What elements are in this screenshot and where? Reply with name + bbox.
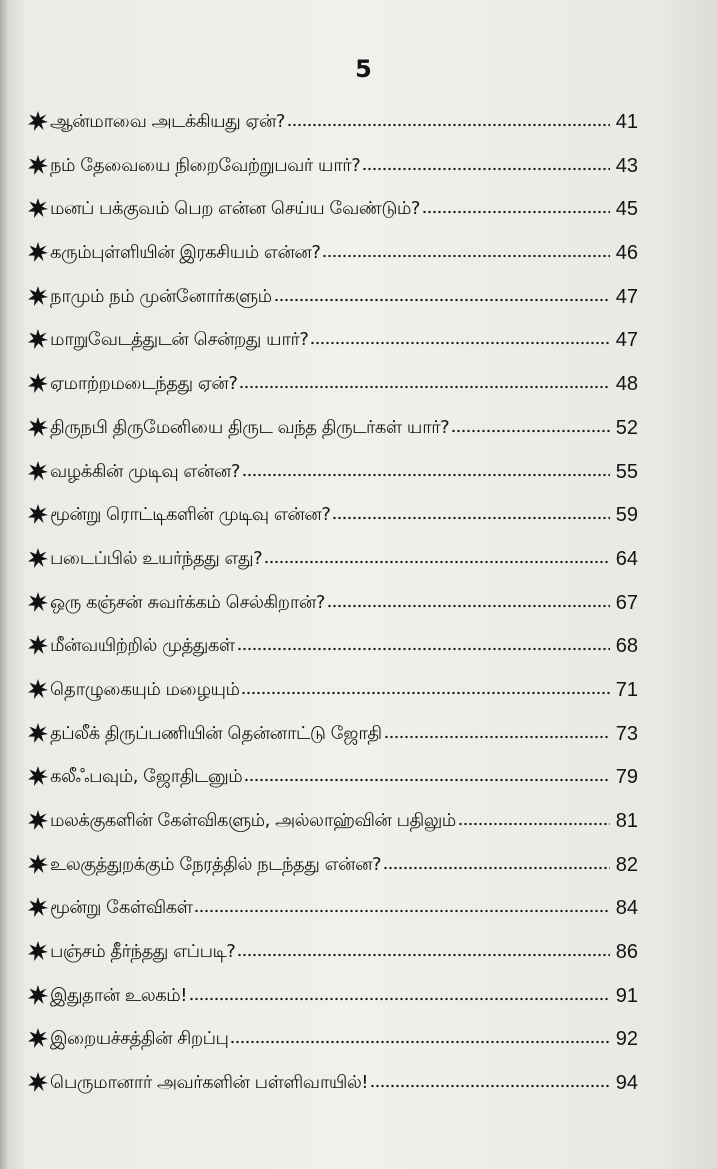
toc-entry [28, 1056, 638, 1096]
dot-leader [239, 384, 610, 390]
toc-entry-page: 52 [615, 416, 638, 439]
star-burst-icon [28, 373, 48, 393]
star-burst-icon [28, 854, 48, 874]
dot-leader [322, 253, 610, 259]
toc-entry-title: மூன்று ரொட்டிகளின் முடிவு என்ன? [50, 504, 331, 526]
star-burst-icon [28, 242, 48, 262]
toc-entry-title: இறையச்சத்தின் சிறப்பு [50, 1028, 229, 1050]
dot-leader [189, 996, 610, 1002]
star-burst-icon [28, 810, 48, 830]
dot-leader [451, 428, 610, 434]
toc-entry-title: பெருமானார் அவர்களின் பள்ளிவாயில்! [50, 1072, 368, 1094]
toc-entry [28, 881, 638, 921]
toc-entry-title: மனப் பக்குவம் பெற என்ன செய்ய வேண்டும்? [50, 198, 420, 220]
star-burst-icon [28, 286, 48, 306]
toc-entry-page: 67 [615, 591, 638, 614]
dot-leader [237, 646, 610, 652]
toc-entry-page: 46 [615, 242, 638, 265]
star-burst-icon [28, 155, 48, 175]
toc-entry [28, 357, 638, 397]
toc-entry-title: வழக்கின் முடிவு என்ன? [50, 460, 240, 482]
toc-entry-page: 91 [615, 984, 638, 1007]
toc-entry-page: 68 [615, 635, 638, 658]
toc-entry-page: 92 [615, 1028, 638, 1051]
dot-leader [274, 297, 610, 303]
toc-entry-page: 47 [615, 285, 638, 308]
star-burst-icon [28, 985, 48, 1005]
toc-entry [28, 532, 638, 572]
dot-leader [362, 166, 610, 172]
star-burst-icon [28, 111, 48, 131]
toc-entry-title: திருநபி திருமேனியை திருட வந்த திருடர்கள் யார்? [50, 416, 450, 438]
star-burst-icon [28, 461, 48, 481]
toc-entry [28, 445, 638, 485]
toc-entry-title: ஏமாற்றமடைந்தது ஏன்? [50, 373, 238, 395]
toc-entry [28, 619, 638, 659]
dot-leader [230, 1039, 610, 1045]
toc-entry-title: கரும்புள்ளியின் இரகசியம் என்ன? [50, 242, 321, 264]
toc-entry [28, 182, 638, 222]
toc-entry [28, 401, 638, 441]
toc-entry [28, 95, 638, 135]
star-burst-icon [28, 635, 48, 655]
dot-leader [310, 340, 610, 346]
toc-entry [28, 663, 638, 703]
dot-leader [287, 122, 610, 128]
toc-entry-title: பஞ்சம் தீர்ந்தது எப்படி? [50, 941, 236, 963]
toc-entry [28, 226, 638, 266]
toc-entry [28, 488, 638, 528]
toc-entry [28, 139, 638, 179]
star-burst-icon [28, 548, 48, 568]
toc-entry [28, 576, 638, 616]
toc-entry-title: ஒரு கஞ்சன் சுவர்க்கம் செல்கிறான்? [50, 591, 325, 613]
toc-entry-page: 94 [615, 1072, 638, 1095]
toc-entry [28, 750, 638, 790]
toc-entry-title: ஆன்மாவை அடக்கியது ஏன்? [50, 111, 285, 132]
star-burst-icon [28, 1072, 48, 1092]
toc-entry-page: 59 [615, 504, 638, 527]
star-burst-icon [28, 504, 48, 524]
toc-entry-title: மீன்வயிற்றில் முத்துகள் [50, 635, 235, 657]
table-of-contents [28, 95, 638, 1100]
toc-entry-page: 48 [615, 373, 638, 396]
toc-entry-page: 55 [615, 460, 638, 483]
dot-leader [422, 209, 610, 215]
toc-entry [28, 838, 638, 878]
toc-entry [28, 794, 638, 834]
star-burst-icon [28, 592, 48, 612]
toc-entry-page: 79 [615, 766, 638, 789]
toc-entry-page: 64 [615, 547, 638, 570]
dot-leader [384, 734, 610, 740]
toc-entry-page: 47 [615, 329, 638, 352]
dot-leader [194, 908, 610, 914]
toc-entry-page: 45 [615, 198, 638, 221]
toc-entry-page: 73 [615, 722, 638, 745]
toc-entry-page: 81 [615, 810, 638, 832]
star-burst-icon [28, 198, 48, 218]
toc-entry [28, 270, 638, 310]
toc-entry-title: மூன்று கேள்விகள் [50, 897, 193, 919]
toc-entry-page: 41 [615, 111, 638, 133]
dot-leader [264, 559, 610, 565]
star-burst-icon [28, 329, 48, 349]
toc-entry-page: 43 [615, 154, 638, 177]
star-burst-icon [28, 766, 48, 786]
star-burst-icon [28, 417, 48, 437]
star-burst-icon [28, 679, 48, 699]
dot-leader [327, 603, 610, 609]
star-burst-icon [28, 1028, 48, 1048]
toc-entry-title: தொழுகையும் மழையும் [50, 678, 240, 700]
dot-leader [458, 821, 610, 827]
toc-entry-page: 82 [615, 853, 638, 876]
star-burst-icon [28, 941, 48, 961]
toc-entry-page: 86 [615, 941, 638, 964]
star-burst-icon [28, 723, 48, 743]
toc-entry-title: படைப்பில் உயர்ந்தது எது? [50, 547, 263, 569]
dot-leader [370, 1083, 610, 1089]
toc-entry-title: தப்லீக் திருப்பணியின் தென்னாட்டு ஜோதி [50, 722, 382, 744]
dot-leader [241, 690, 610, 696]
toc-entry [28, 707, 638, 747]
dot-leader [332, 515, 610, 521]
toc-entry-page: 71 [615, 678, 638, 701]
toc-entry-title: நாமும் நம் முன்னோர்களும் [50, 285, 272, 307]
toc-entry-title: மலக்குகளின் கேள்விகளும், அல்லாஹ்வின் பதிலும் [50, 810, 456, 831]
dot-leader [242, 472, 610, 478]
dot-leader [237, 952, 610, 958]
page-number: 5 [355, 55, 372, 83]
toc-entry [28, 313, 638, 353]
toc-entry-title: நம் தேவையை நிறைவேற்றுபவர் யார்? [50, 154, 361, 176]
toc-entry [28, 1012, 638, 1052]
toc-entry [28, 925, 638, 965]
toc-entry-title: உலகுத்துறக்கும் நேரத்தில் நடந்தது என்ன? [50, 853, 382, 875]
toc-entry [28, 969, 638, 1009]
toc-entry-title: மாறுவேடத்துடன் சென்றது யார்? [50, 329, 309, 351]
dot-leader [244, 777, 610, 783]
dot-leader [383, 865, 610, 871]
toc-entry-title: கலீஃபவும், ஜோதிடனும் [50, 766, 243, 788]
toc-entry-title: இதுதான் உலகம்! [50, 984, 187, 1006]
star-burst-icon [28, 897, 48, 917]
toc-entry-page: 84 [615, 897, 638, 920]
